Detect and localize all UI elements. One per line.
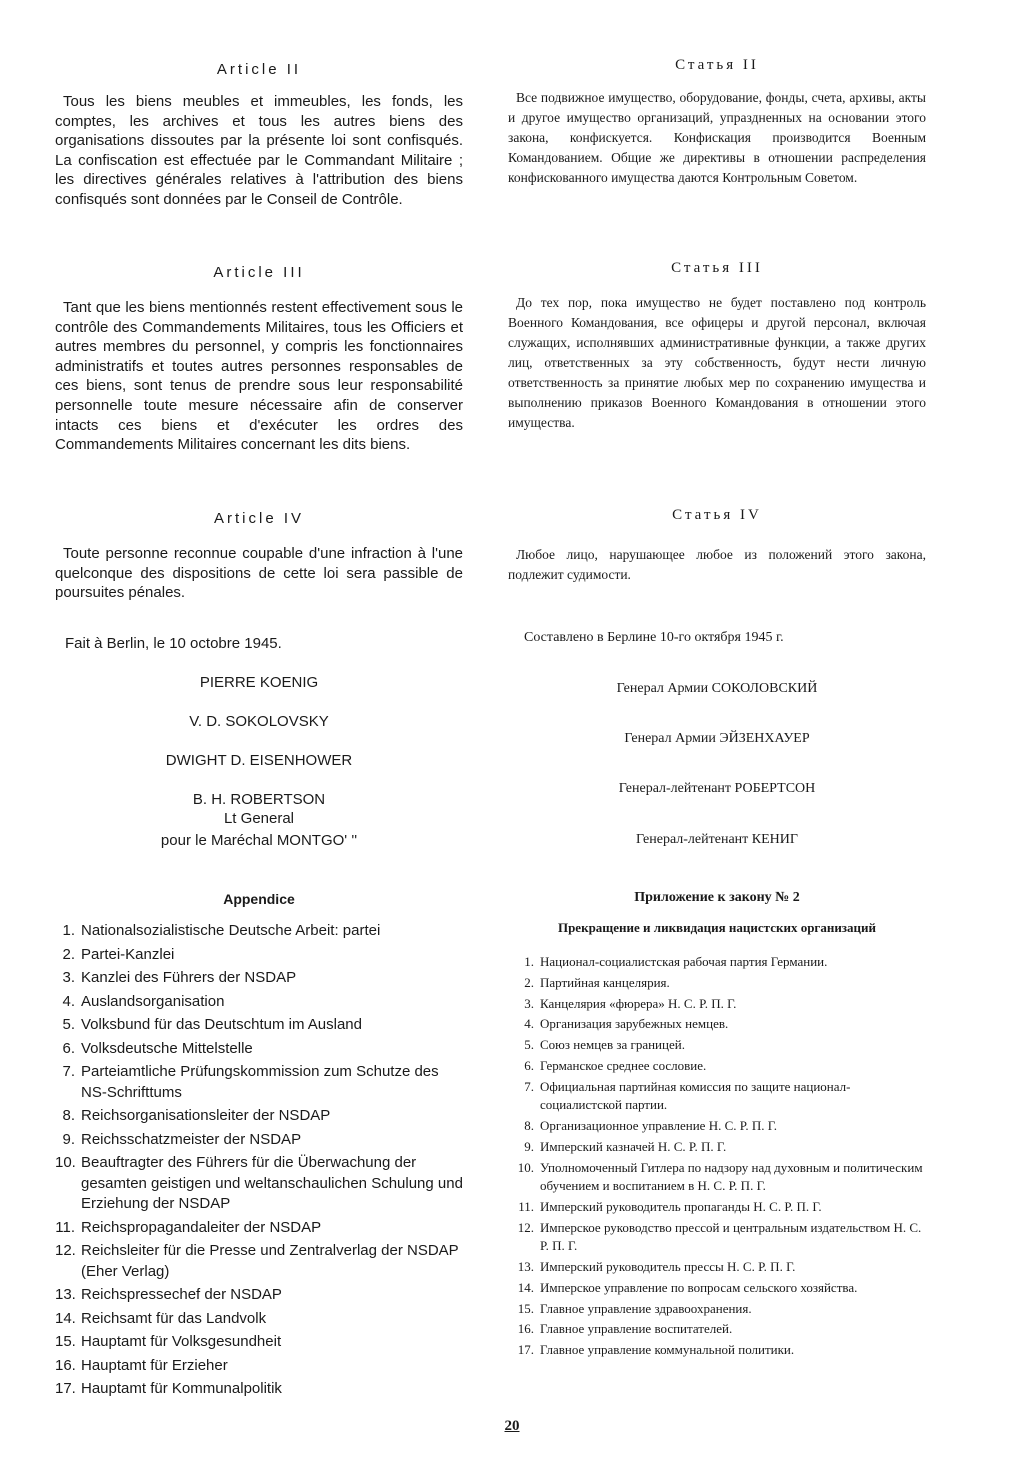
- ru-appendix-item-number: 9.: [524, 1138, 534, 1154]
- fr-appendix-item-text: Partei-Kanzlei: [81, 945, 175, 963]
- fr-appendix-item-text: Auslandsorganisation: [81, 992, 225, 1010]
- fr-article-3-text: Tant que les biens mentionnés restent effectivement sous le contrôle des Commandements Militaires, tous les Officiers et autres membres du personnel, y compris les fonctionnaires administratifs et toutes autres personnes responsables de ces biens, sont tenus de prendre sous leur responsabilité personnelle toute mesure nécessaire afin de conserver intacts ces biens et d'exécuter les ordres des Commandements Militaires concernant les dits biens.: [55, 299, 463, 454]
- fr-appendix-title: Appendice: [223, 891, 295, 907]
- ru-appendix-item-text: Главное управление коммунальной политики.: [540, 1342, 795, 1358]
- fr-appendix-item: [55, 1039, 463, 1060]
- fr-appendix-item-text: Reichsamt für das Landvolk: [81, 1309, 267, 1327]
- ru-appendix-item: [508, 1036, 926, 1055]
- ru-appendix-item: [508, 1258, 926, 1277]
- fr-article-2-text: Tous les biens meubles et immeubles, les fonds, les comptes, les archives et tous les autres biens des organisations dissoutes par la présente loi sont confisqués. La confiscation est effectuée par le Commandant Militaire ; les directives générales relatives à l'attribution des biens confisqués sont données par le Conseil de Contrôle.: [55, 93, 463, 208]
- ru-appendix-item-text: Канцелярия «фюрера» Н. С. Р. П. Г.: [540, 995, 737, 1011]
- fr-appendix-item: [55, 921, 463, 942]
- ru-appendix-item-number: 7.: [524, 1078, 534, 1094]
- fr-appendix-item-text: Kanzlei des Führers der NSDAP: [81, 969, 297, 986]
- fr-appendix-item: [55, 1106, 463, 1127]
- ru-appendix-item-number: 17.: [517, 1342, 534, 1358]
- fr-appendix-item-number: 4.: [62, 992, 75, 1010]
- fr-article-4-heading: Article IV: [213, 510, 304, 527]
- fr-appendix-item-number: 9.: [62, 1130, 75, 1148]
- fr-appendix-item: [55, 1241, 463, 1282]
- ru-article-2-heading: Статья II: [675, 57, 759, 73]
- fr-appendix-item-text: Parteiamtliche Prüfungskommission zum Schutze des NS-Schrifttums: [81, 1063, 439, 1101]
- fr-appendix-item-number: 2.: [62, 945, 75, 963]
- fr-place-date: Fait à Berlin, le 10 octobre 1945.: [65, 635, 282, 652]
- ru-appendix-item: [508, 1279, 926, 1298]
- fr-appendix-item-number: 14.: [55, 1309, 76, 1327]
- fr-appendix-item: [55, 945, 463, 966]
- ru-appendix-item: [508, 1320, 926, 1339]
- fr-appendix-item-number: 10.: [55, 1154, 76, 1171]
- ru-appendix-item-text: Уполномоченный Гитлера по надзору над духовным и политическим обучением и воспитанием в Н. С. Р. П. Г.: [540, 1159, 923, 1194]
- fr-appendix-item: [55, 1285, 463, 1306]
- fr-appendix-item-text: Hauptamt für Kommunalpolitik: [81, 1380, 282, 1397]
- ru-appendix-item-text: Организационное управление Н. С. Р. П. Г.: [540, 1118, 778, 1134]
- ru-appendix-item: [508, 995, 926, 1014]
- fr-appendix-item: [55, 992, 463, 1013]
- page-number: 20: [504, 1418, 520, 1434]
- ru-appendix-item-text: Главное управление здравоохранения.: [540, 1300, 752, 1316]
- fr-appendix-item-number: 1.: [62, 922, 75, 939]
- fr-signature-koenig: PIERRE KOENIG: [199, 674, 319, 691]
- fr-appendix-item-number: 16.: [55, 1356, 76, 1374]
- fr-appendix-item: [55, 1015, 463, 1036]
- ru-appendix-item: [508, 1219, 926, 1256]
- fr-appendix-item-number: 6.: [62, 1039, 75, 1057]
- fr-appendix-item: [55, 1309, 463, 1330]
- ru-appendix-item-number: 8.: [524, 1118, 534, 1134]
- fr-appendix-list: [55, 921, 463, 1403]
- ru-appendix-item-number: 4.: [524, 1016, 534, 1032]
- ru-appendix-item-number: 14.: [517, 1279, 534, 1295]
- ru-appendix-item-text: Имперское руководство прессой и центральным издательством Н. С. Р. П. Г.: [540, 1219, 922, 1254]
- ru-place-date: Составлено в Берлине 10-го октября 1945 г.: [524, 630, 784, 645]
- ru-appendix-item-text: Имперское управление по вопросам сельского хозяйства.: [540, 1279, 858, 1295]
- fr-appendix-item-text: Reichspropagandaleiter der NSDAP: [81, 1218, 322, 1236]
- ru-appendix-item: [508, 1057, 926, 1076]
- fr-appendix-item: [55, 1218, 463, 1239]
- ru-appendix-item-number: 12.: [517, 1219, 534, 1235]
- ru-appendix-item-number: 2.: [524, 974, 534, 990]
- ru-appendix-item: [508, 1300, 926, 1319]
- fr-signature-sokolovsky: V. D. SOKOLOVSKY: [189, 713, 329, 730]
- ru-appendix-item-number: 5.: [524, 1037, 534, 1053]
- fr-appendix-item-number: 5.: [62, 1016, 75, 1033]
- ru-appendix-item: [508, 1159, 926, 1196]
- ru-appendix-item: [508, 953, 926, 972]
- ru-appendix-item-text: Германское среднее сословие.: [540, 1057, 707, 1073]
- ru-appendix-item-number: 10.: [517, 1159, 534, 1175]
- fr-appendix-item: [55, 1062, 463, 1103]
- ru-appendix-item-text: Имперский казначей Н. С. Р. П. Г.: [540, 1138, 727, 1154]
- ru-appendix-item-number: 16.: [517, 1321, 534, 1337]
- ru-article-2-text: Все подвижное имущество, оборудование, фонды, счета, архивы, акты и другое имущество организаций, упраздненных на основании этого закона, конфискуется. Конфискация производится Военным Командованием. Общие же директивы в отношении распределения конфискованного имущества даются Контрольным Советом.: [508, 90, 926, 185]
- fr-appendix-item-text: Nationalsozialistische Deutsche Arbeit: partei: [81, 922, 381, 939]
- ru-appendix-item-text: Организация зарубежных немцев.: [540, 1016, 729, 1032]
- fr-appendix-item-number: 7.: [62, 1063, 75, 1080]
- ru-appendix-item-number: 15.: [517, 1300, 534, 1316]
- fr-appendix-item-text: Volksdeutsche Mittelstelle: [81, 1039, 253, 1057]
- ru-appendix-item-text: Национал-социалистская рабочая партия Германии.: [540, 954, 828, 969]
- ru-appendix-subtitle: Прекращение и ликвидация нацистских организаций: [557, 920, 877, 935]
- ru-signature-koenig: Генерал-лейтенант КЕНИГ: [636, 832, 798, 847]
- fr-appendix-item-number: 8.: [62, 1107, 75, 1124]
- ru-appendix-item: [508, 1078, 926, 1115]
- ru-appendix-item-text: Официальная партийная комиссия по защите национал-социалистской партии.: [540, 1078, 851, 1113]
- fr-appendix-item: [55, 1379, 463, 1400]
- fr-signature-montgomery: pour le Maréchal MONTGO' '': [160, 832, 358, 849]
- ru-appendix-item-text: Партийная канцелярия.: [540, 974, 670, 990]
- ru-appendix-item-text: Имперский руководитель прессы Н. С. Р. П. Г.: [540, 1259, 796, 1275]
- ru-article-4-heading: Статья IV: [672, 507, 762, 523]
- ru-signature-robertson: Генерал-лейтенант РОБЕРТСОН: [618, 781, 816, 796]
- fr-appendix-item: [55, 968, 463, 989]
- fr-appendix-item-text: Reichspressechef der NSDAP: [81, 1286, 282, 1303]
- fr-appendix-item-text: Reichsschatzmeister der NSDAP: [81, 1130, 302, 1148]
- fr-appendix-item: [55, 1356, 463, 1377]
- fr-signature-robertson-rank: Lt General: [223, 810, 295, 827]
- ru-appendix-item-number: 13.: [517, 1259, 534, 1275]
- ru-appendix-item: [508, 1198, 926, 1217]
- fr-appendix-item-number: 12.: [55, 1242, 76, 1259]
- ru-appendix-item-number: 6.: [524, 1057, 534, 1073]
- fr-article-2-heading: Article II: [216, 61, 302, 78]
- fr-signature-eisenhower: DWIGHT D. EISENHOWER: [165, 752, 353, 769]
- ru-article-3-heading: Статья III: [671, 260, 763, 276]
- ru-appendix-item: [508, 1138, 926, 1157]
- ru-appendix-item-text: Имперский руководитель пропаганды Н. С. Р. П. Г.: [540, 1198, 822, 1214]
- fr-appendix-item-number: 3.: [62, 969, 75, 986]
- fr-signature-robertson: B. H. ROBERTSON: [192, 791, 326, 808]
- fr-appendix-item: [55, 1153, 463, 1215]
- fr-appendix-item-text: Hauptamt für Volksgesundheit: [81, 1333, 282, 1350]
- ru-appendix-item: [508, 1341, 926, 1360]
- fr-appendix-item-text: Volksbund für das Deutschtum im Ausland: [81, 1016, 362, 1033]
- ru-appendix-title: Приложение к закону № 2: [634, 890, 800, 905]
- ru-appendix-item-number: 11.: [518, 1198, 534, 1214]
- ru-appendix-item: [508, 1015, 926, 1034]
- ru-signature-eisenhower: Генерал Армии ЭЙЗЕНХАУЕР: [624, 731, 810, 746]
- ru-appendix-item: [508, 974, 926, 993]
- fr-appendix-item-text: Beauftragter des Führers für die Überwachung der gesamten geistigen und weltanschaulichen Schulung und Erziehung der NSDAP: [81, 1154, 463, 1212]
- fr-appendix-item: [55, 1332, 463, 1353]
- ru-appendix-item-number: 3.: [524, 995, 534, 1011]
- ru-appendix-item-text: Союз немцев за границей.: [540, 1037, 685, 1053]
- ru-appendix-item: [508, 1117, 926, 1136]
- ru-appendix-list: [508, 953, 926, 1362]
- ru-article-3-text: До тех пор, пока имущество не будет поставлено под контроль Военного Командования, все офицеры и другой персонал, включая служащих, исполнявших административные функции, а также других лиц, ответственных за эту собственность, будут нести личную ответственность за принятие любых мер по сохранению имущества и выполнению приказов Военного Командования в отношении этого имущества.: [508, 295, 926, 430]
- ru-signature-sokolovsky: Генерал Армии СОКОЛОВСКИЙ: [616, 681, 818, 696]
- ru-article-4-text: Любое лицо, нарушающее любое из положений этого закона, подлежит судимости.: [508, 547, 926, 582]
- fr-appendix-item-number: 13.: [55, 1286, 76, 1303]
- ru-appendix-item-number: 1.: [524, 954, 534, 969]
- fr-appendix-item-text: Hauptamt für Erzieher: [81, 1356, 228, 1374]
- fr-appendix-item-text: Reichsleiter für die Presse und Zentralverlag der NSDAP (Eher Verlag): [81, 1242, 459, 1280]
- ru-appendix-item-text: Главное управление воспитателей.: [540, 1321, 733, 1337]
- fr-article-3-heading: Article III: [213, 264, 305, 281]
- fr-appendix-item: [55, 1130, 463, 1151]
- fr-appendix-item-number: 11.: [55, 1218, 75, 1236]
- fr-appendix-item-text: Reichsorganisationsleiter der NSDAP: [81, 1107, 331, 1124]
- fr-appendix-item-number: 17.: [55, 1380, 76, 1397]
- fr-appendix-item-number: 15.: [55, 1333, 76, 1350]
- fr-article-4-text: Toute personne reconnue coupable d'une infraction à l'une quelconque des dispositions de cette loi sera passible de poursuites pénales.: [55, 545, 463, 602]
